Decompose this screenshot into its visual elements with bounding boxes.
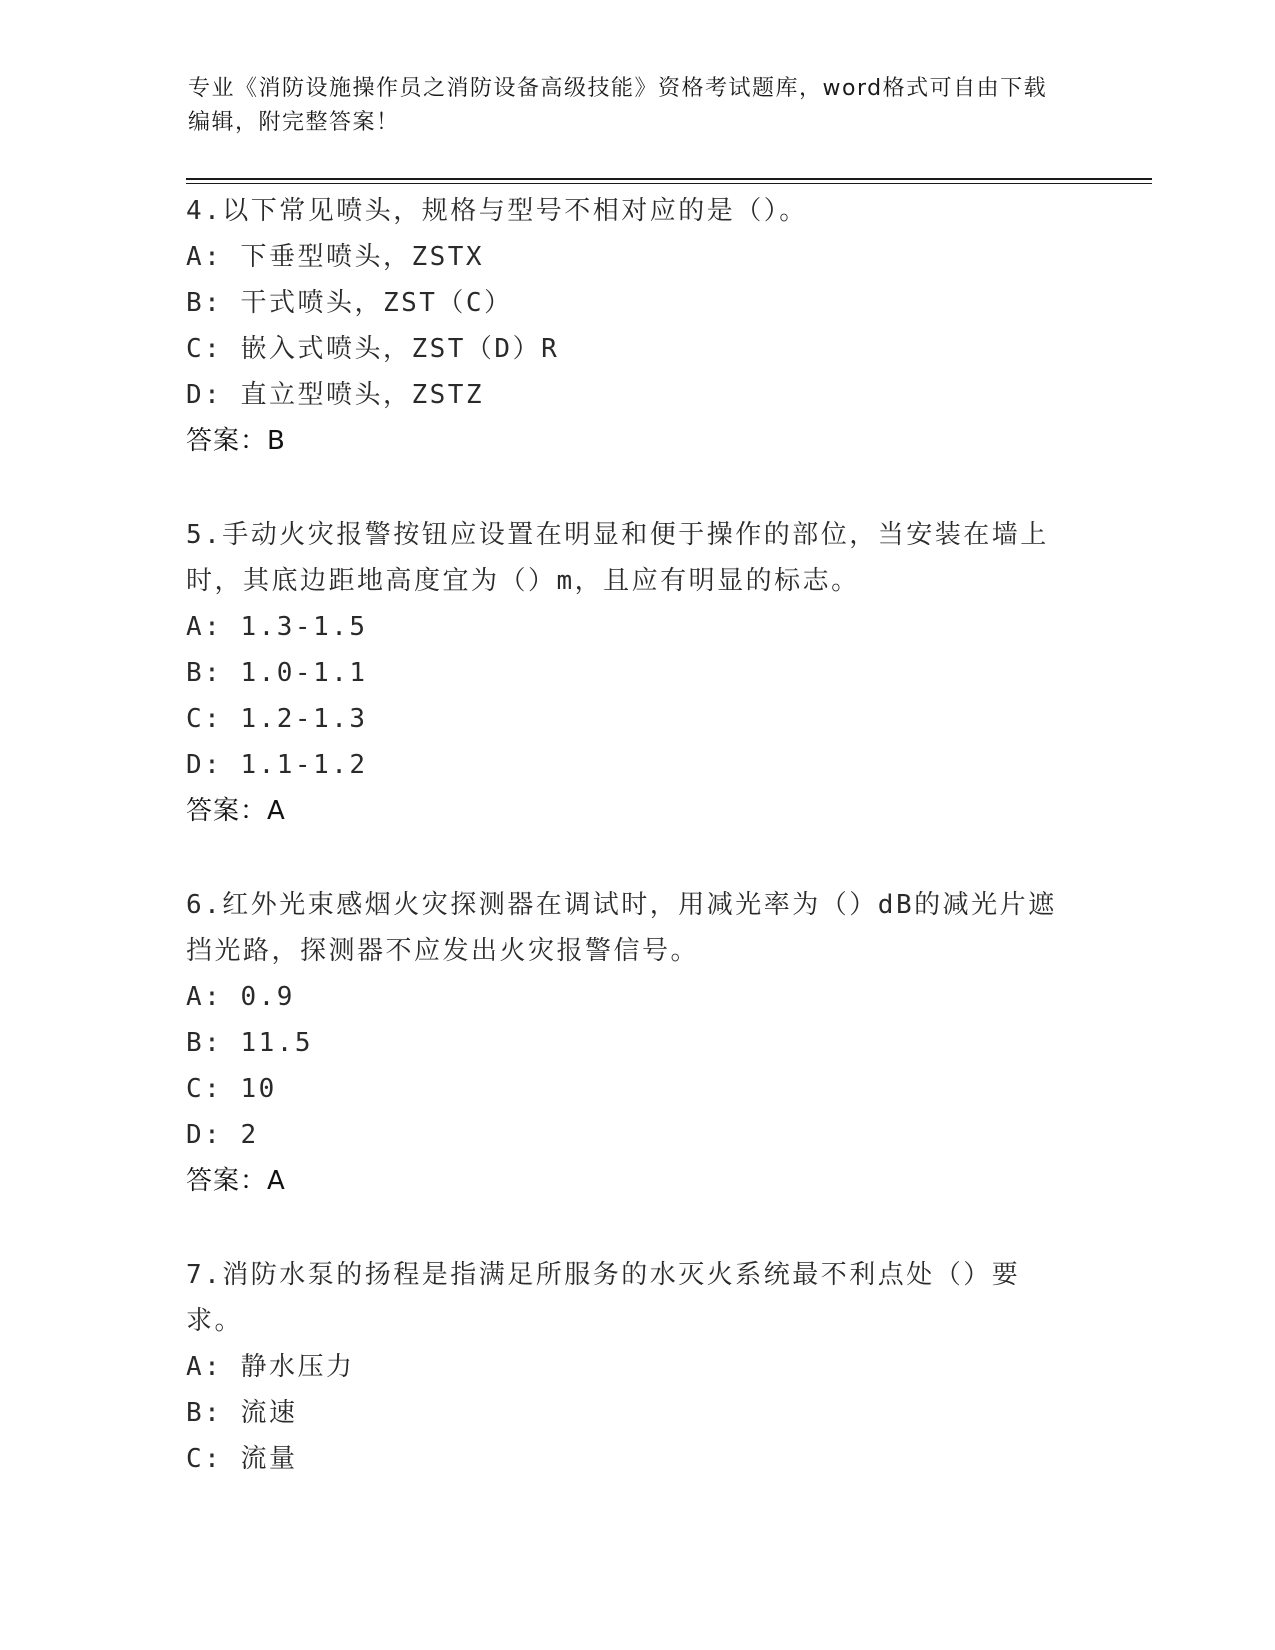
option-b: B: 流速 bbox=[186, 1398, 298, 1428]
option-b: B: 干式喷头，ZST（C） bbox=[186, 288, 513, 318]
answer-text: 答案：A bbox=[186, 1166, 286, 1196]
question-6 bbox=[186, 882, 1086, 1204]
option-d: D: 1.1-1.2 bbox=[186, 750, 368, 780]
question-stem: 7.消防水泵的扬程是指满足所服务的水灭火系统最不利点处（）要求。 bbox=[186, 1260, 1021, 1336]
header-divider-thin bbox=[186, 183, 1152, 184]
option-d: D: 2 bbox=[186, 1120, 259, 1150]
question-stem: 6.红外光束感烟火灾探测器在调试时，用减光率为（）dB的减光片遮挡光路，探测器不应发出火灾报警信号。 bbox=[186, 890, 1057, 966]
document-header bbox=[188, 72, 1068, 140]
option-c: C: 10 bbox=[186, 1074, 277, 1104]
answer-text: 答案：B bbox=[186, 426, 286, 456]
question-5 bbox=[186, 512, 1086, 834]
option-d: D: 直立型喷头，ZSTZ bbox=[186, 380, 485, 410]
question-7 bbox=[186, 1252, 1086, 1482]
option-c: C: 流量 bbox=[186, 1444, 298, 1474]
answer-text: 答案：A bbox=[186, 796, 286, 826]
option-b: B: 11.5 bbox=[186, 1028, 314, 1058]
option-a: A: 1.3-1.5 bbox=[186, 612, 368, 642]
option-a: A: 下垂型喷头，ZSTX bbox=[186, 242, 485, 272]
option-a: A: 静水压力 bbox=[186, 1352, 355, 1382]
option-a: A: 0.9 bbox=[186, 982, 295, 1012]
option-c: C: 1.2-1.3 bbox=[186, 704, 368, 734]
option-c: C: 嵌入式喷头，ZST（D）R bbox=[186, 334, 560, 364]
question-stem: 5.手动火灾报警按钮应设置在明显和便于操作的部位，当安装在墙上时，其底边距地高度宜为（）m，且应有明显的标志。 bbox=[186, 520, 1049, 596]
question-list bbox=[186, 188, 1086, 1530]
question-4 bbox=[186, 188, 1086, 464]
header-divider-thick bbox=[186, 178, 1152, 180]
header-intro-text: 专业《消防设施操作员之消防设备高级技能》资格考试题库，word格式可自由下载编辑，附完整答案！ bbox=[188, 76, 1048, 135]
option-b: B: 1.0-1.1 bbox=[186, 658, 368, 688]
question-stem: 4.以下常见喷头，规格与型号不相对应的是（）。 bbox=[186, 196, 808, 226]
